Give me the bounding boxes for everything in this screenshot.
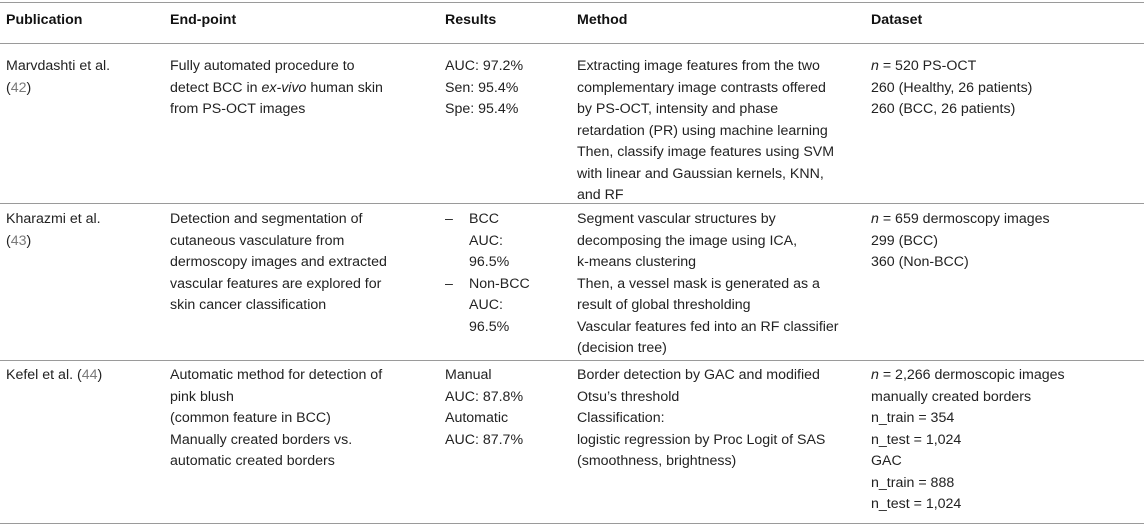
header-method: Method — [577, 12, 628, 28]
row-3-results: Manual AUC: 87.8% Automatic AUC: 87.7% — [445, 367, 524, 448]
header-dataset: Dataset — [871, 12, 923, 28]
row-1-rule — [0, 203, 1144, 204]
row-2-publication: Kharazmi et al. (43) — [6, 211, 101, 249]
row-1-publication: Marvdashti et al. (42) — [6, 58, 111, 96]
header-rule — [0, 43, 1144, 44]
row-2-method: Segment vascular structures by decomposing the image using ICA, k-means clustering Then, a vessel mask is generated as a result of global thresholding Vascular features fed into an RF classifier (decision tree) — [577, 211, 839, 356]
row-3-endpoint: Automatic method for detection of pink blush (common feature in BCC) Manually created borders vs. automatic created borders — [170, 367, 383, 469]
results-item-non-bcc: – Non-BCC — [445, 275, 530, 292]
row-3-publication: Kefel et al. (44) — [6, 367, 103, 383]
row-1-endpoint: Fully automated procedure to detect BCC in ex-vivo human skin from PS-OCT images — [170, 58, 383, 117]
header-publication: Publication — [6, 12, 83, 28]
row-2-rule — [0, 360, 1144, 361]
row-3-method: Border detection by GAC and modified Otsu’s threshold Classification: logistic regression by Proc Logit of SAS (smoothness, brightness) — [577, 367, 826, 469]
results-item-bcc: – BCC — [445, 211, 499, 227]
row-1-results: AUC: 97.2% Sen: 95.4% Spe: 95.4% — [445, 58, 524, 117]
reference-link[interactable]: 42 — [10, 79, 27, 96]
row-2-dataset: n = 659 dermoscopy images 299 (BCC) 360 (Non-BCC) — [871, 211, 1050, 270]
bottom-rule — [0, 523, 1144, 524]
row-1-method: Extracting image features from the two complementary image contrasts offered by PS-OCT, intensity and phase retardation (PR) using machine learning Then, classify image features using SVM with linear and Gaussian kernels, KNN, and RF — [577, 58, 835, 203]
row-2-results: – BCC AUC: 96.5% – Non-BCC AUC: 96.5% — [445, 211, 530, 335]
reference-link[interactable]: 43 — [10, 232, 27, 249]
reference-link[interactable]: 44 — [81, 367, 98, 383]
header-results: Results — [445, 12, 497, 28]
top-rule — [0, 2, 1144, 3]
row-2-endpoint: Detection and segmentation of cutaneous vasculature from dermoscopy images and extracted vascular features are explored for skin cancer classification — [170, 211, 387, 313]
row-1-dataset: n = 520 PS-OCT 260 (Healthy, 26 patients) 260 (BCC, 26 patients) — [871, 58, 1033, 117]
header-endpoint: End-point — [170, 12, 237, 28]
row-3-dataset: n = 2,266 dermoscopic images manually created borders n_train = 354 n_test = 1,024 GAC n_train = 888 n_test = 1,024 — [871, 367, 1065, 512]
